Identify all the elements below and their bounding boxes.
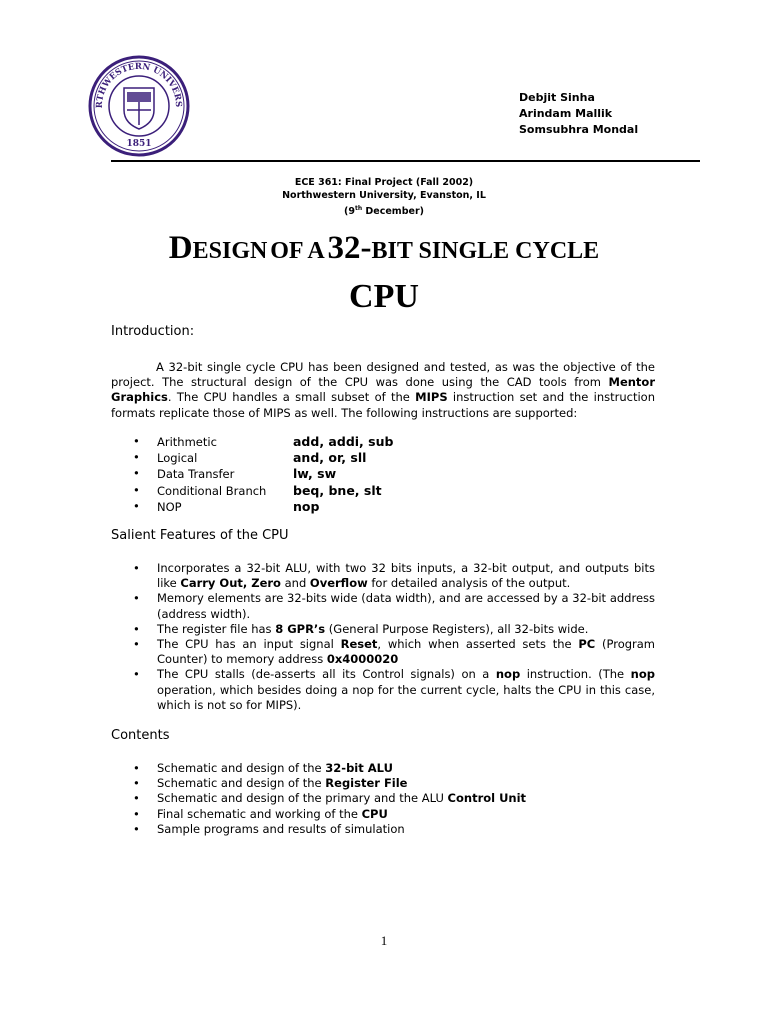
list-item: • Logical and, or, sll xyxy=(133,450,367,466)
project-info xyxy=(0,176,768,218)
introduction-paragraph: A 32-bit single cycle CPU has been designed and tested, as was the objective of the project. The structural design of the CPU was done using the CAD tools from Mentor Graphics. The CPU handles a small subset of the MIPS instruction set and the instruction formats replicate those of MIPS as well. The following instructions are supported: xyxy=(111,360,655,420)
author-name: Arindam Mallik xyxy=(519,107,613,120)
list-item: • Memory elements are 32-bits wide (data width), and are accessed by a 32-bit address (address width). xyxy=(133,591,655,621)
list-item: • Schematic and design of the primary and the ALU Control Unit xyxy=(133,791,527,806)
introduction-heading: Introduction: xyxy=(111,324,195,339)
instruction-list xyxy=(111,434,655,515)
list-item: • The CPU stalls (de-asserts all its Control signals) on a nop instruction. (The nop operation, which besides doing a nop for the current cycle, halts the CPU in this case, which is not so for MIPS). xyxy=(133,667,655,712)
list-item: • Conditional Branch beq, bne, slt xyxy=(133,482,382,498)
list-item: • Arithmetic add, addi, sub xyxy=(133,434,394,449)
list-item: • Final schematic and working of the CPU xyxy=(133,806,388,821)
header-rule xyxy=(111,160,700,162)
list-item: • Sample programs and results of simulation xyxy=(133,821,405,836)
contents-heading: Contents xyxy=(111,728,170,743)
contents-list xyxy=(111,761,655,837)
university-line: Northwestern University, Evanston, IL xyxy=(282,190,486,201)
document-title: DESIGN OF A 32-BIT SINGLE CYCLE CPU xyxy=(168,230,600,315)
university-seal-logo xyxy=(88,55,190,157)
author-name: Debjit Sinha xyxy=(519,91,595,104)
course-line: ECE 361: Final Project (Fall 2002) xyxy=(294,177,474,188)
author-list xyxy=(519,90,638,138)
list-item: • Incorporates a 32-bit ALU, with two 32 bits inputs, a 32-bit output, and outputs bits like Carry Out, Zero and Overflow for detailed analysis of the output. xyxy=(133,561,655,591)
features-heading: Salient Features of the CPU xyxy=(111,528,289,543)
list-item: • NOP nop xyxy=(133,498,320,514)
list-item: • Data Transfer lw, sw xyxy=(133,466,337,482)
list-item: • Schematic and design of the 32-bit ALU xyxy=(133,761,393,775)
list-item: • The CPU has an input signal Reset, which when asserted sets the PC (Program Counter) to memory address 0x4000020 xyxy=(133,637,656,667)
list-item: • The register file has 8 GPR’s (General Purpose Registers), all 32-bits wide. xyxy=(133,621,589,636)
page-number: 1 xyxy=(380,933,388,948)
date-line: (9th December) xyxy=(344,205,424,218)
feature-list xyxy=(111,561,655,713)
list-item: • Schematic and design of the Register File xyxy=(133,776,408,791)
svg-text:1851: 1851 xyxy=(126,139,152,149)
svg-text:NORTHWESTERN UNIVERSITY: RTHWESTERN UNIVERS xyxy=(94,61,184,109)
author-name: Somsubhra Mondal xyxy=(519,123,639,136)
